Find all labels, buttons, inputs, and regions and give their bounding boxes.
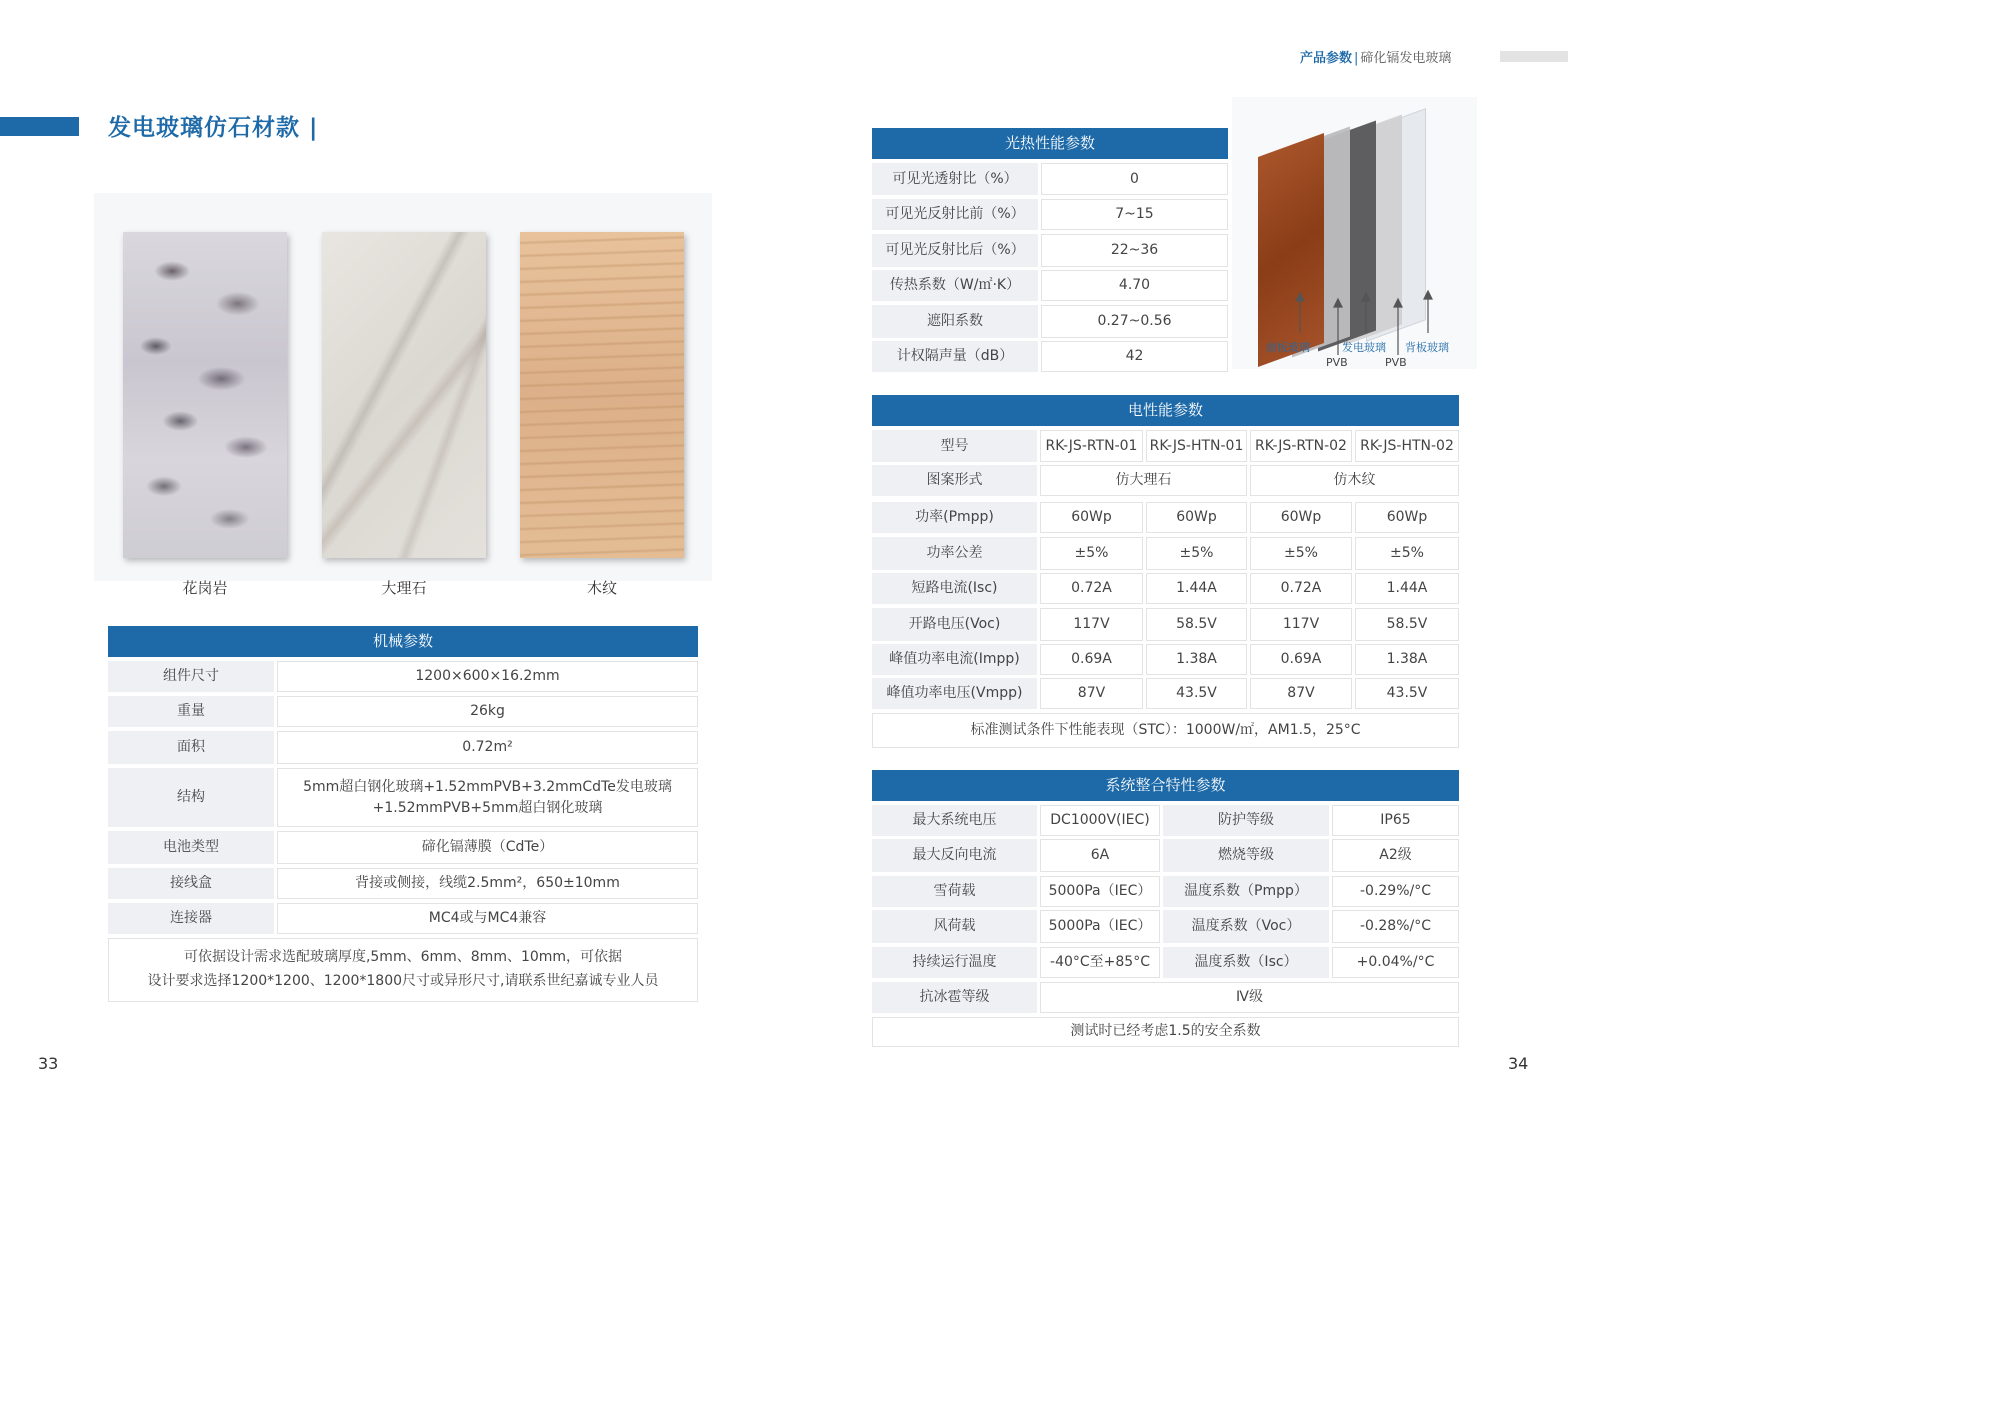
granite-swatch-image — [123, 232, 287, 558]
pattern-label: 图案形式 — [872, 465, 1037, 496]
row-value: 87V — [1040, 678, 1143, 709]
row-label: 面积 — [108, 731, 274, 764]
row-label: 可见光反射比前（%） — [872, 199, 1038, 230]
row-value: 0.72A — [1250, 573, 1352, 604]
layer-diagram — [1232, 97, 1477, 369]
breadcrumb-separator: | — [1354, 51, 1359, 66]
page-number-right: 34 — [1508, 1054, 1529, 1073]
marble-swatch-image — [322, 232, 486, 558]
row-value: 43.5V — [1146, 678, 1247, 709]
hail-value: Ⅳ级 — [1040, 982, 1459, 1013]
mechanical-note: 可依据设计需求选配玻璃厚度,5mm、6mm、8mm、10mm，可依据 设计要求选择1200*1200、1200*1800尺寸或异形尺寸,请联系世纪嘉诚专业人员 — [108, 938, 698, 1002]
row-value: 0.27~0.56 — [1041, 305, 1228, 338]
row-label: 雪荷载 — [872, 876, 1037, 907]
table-row — [872, 163, 1228, 195]
table-row — [108, 661, 698, 692]
row-label: 燃烧等级 — [1163, 839, 1329, 872]
row-label: 峰值功率电压(Vmpp) — [872, 678, 1037, 709]
front-glass-label: 前板玻璃 — [1266, 341, 1310, 354]
table-row — [872, 910, 1459, 943]
safety-note: 测试时已经考虑1.5的安全系数 — [872, 1017, 1459, 1047]
row-label: 结构 — [108, 768, 274, 827]
table-row — [872, 537, 1459, 570]
table-row — [108, 868, 698, 899]
table-row — [108, 731, 698, 764]
table-row — [872, 270, 1228, 301]
row-value: 1.38A — [1355, 644, 1459, 675]
stc-note: 标准测试条件下性能表现（STC）：1000W/㎡，AM1.5，25°C — [872, 713, 1459, 748]
breadcrumb — [1300, 47, 1451, 66]
table-row — [872, 305, 1228, 338]
page-title: 发电玻璃仿石材款 | — [108, 115, 319, 141]
row-label: 短路电流(Isc) — [872, 573, 1037, 604]
electrical-table-header: 电性能参数 — [872, 395, 1459, 426]
hail-label: 抗冰雹等级 — [872, 982, 1037, 1013]
row-label: 连接器 — [108, 903, 274, 934]
table-row — [872, 341, 1228, 372]
model-cell: RK-JS-RTN-01 — [1040, 430, 1143, 462]
row-value: 26kg — [277, 696, 698, 727]
row-label: 开路电压(Voc) — [872, 608, 1037, 641]
pattern-cell: 仿大理石 — [1040, 465, 1247, 496]
row-label: 持续运行温度 — [872, 947, 1037, 978]
row-label: 计权隔声量（dB） — [872, 341, 1038, 372]
row-value: 5000Pa（IEC） — [1040, 910, 1160, 943]
row-label: 电池类型 — [108, 831, 274, 864]
granite-label: 花岗岩 — [182, 579, 228, 597]
row-label: 可见光透射比（%） — [872, 163, 1038, 195]
table-row — [872, 805, 1459, 836]
row-label: 组件尺寸 — [108, 661, 274, 692]
row-label: 接线盒 — [108, 868, 274, 899]
table-row — [872, 947, 1459, 978]
pvb-label-1: PVB — [1326, 356, 1348, 369]
row-value: 1.44A — [1355, 573, 1459, 604]
table-row — [872, 234, 1228, 267]
row-value: 7~15 — [1041, 199, 1228, 230]
row-value: 43.5V — [1355, 678, 1459, 709]
row-value: 碲化镉薄膜（CdTe） — [277, 831, 698, 864]
row-label: 温度系数（Voc） — [1163, 910, 1329, 943]
table-row — [872, 982, 1459, 1013]
table-row — [872, 199, 1228, 230]
table-row — [872, 678, 1459, 709]
row-value: 60Wp — [1146, 502, 1247, 533]
row-value: 0.69A — [1040, 644, 1143, 675]
title-accent-bar — [0, 117, 79, 136]
table-row — [108, 768, 698, 827]
row-value: 60Wp — [1040, 502, 1143, 533]
optical-table-header: 光热性能参数 — [872, 128, 1228, 159]
row-value: 1.38A — [1146, 644, 1247, 675]
table-row — [872, 839, 1459, 872]
table-row — [108, 903, 698, 934]
row-value: A2级 — [1332, 839, 1459, 872]
row-value: 0.69A — [1250, 644, 1352, 675]
model-cell: RK-JS-HTN-01 — [1146, 430, 1247, 462]
row-label: 功率公差 — [872, 537, 1037, 570]
breadcrumb-section: 产品参数 — [1300, 51, 1353, 66]
row-value: 0.72A — [1040, 573, 1143, 604]
back-glass-label: 背板玻璃 — [1405, 341, 1449, 354]
power-glass-label: 发电玻璃 — [1342, 341, 1386, 354]
row-label: 重量 — [108, 696, 274, 727]
row-value: 58.5V — [1355, 608, 1459, 641]
row-value: 背接或侧接，线缆2.5mm²，650±10mm — [277, 868, 698, 899]
model-cell: RK-JS-RTN-02 — [1250, 430, 1352, 462]
row-value: 117V — [1040, 608, 1143, 641]
row-value: 1.44A — [1146, 573, 1247, 604]
table-row — [872, 465, 1459, 496]
layer-pointer-arrows — [1232, 97, 1477, 369]
table-row — [872, 876, 1459, 907]
wood-swatch-image — [520, 232, 684, 558]
row-label: 遮阳系数 — [872, 305, 1038, 338]
system-table-header: 系统整合特性参数 — [872, 770, 1459, 801]
row-value: DC1000V(IEC) — [1040, 805, 1160, 836]
table-row — [872, 430, 1459, 462]
model-cell: RK-JS-HTN-02 — [1355, 430, 1459, 462]
row-label: 防护等级 — [1163, 805, 1329, 836]
row-value: 60Wp — [1355, 502, 1459, 533]
row-value: -0.29%/°C — [1332, 876, 1459, 907]
row-value: 4.70 — [1041, 270, 1228, 301]
marble-label: 大理石 — [381, 579, 427, 597]
pvb-label-2: PVB — [1385, 356, 1407, 369]
table-row — [108, 696, 698, 727]
row-value: -0.28%/°C — [1332, 910, 1459, 943]
row-label: 可见光反射比后（%） — [872, 234, 1038, 267]
row-value: ±5% — [1146, 537, 1247, 570]
row-label: 最大反向电流 — [872, 839, 1037, 872]
header-accent-bar — [1500, 51, 1568, 62]
row-value: ±5% — [1355, 537, 1459, 570]
row-label: 温度系数（Pmpp） — [1163, 876, 1329, 907]
row-value: 6A — [1040, 839, 1160, 872]
table-row — [872, 502, 1459, 533]
model-label: 型号 — [872, 430, 1037, 462]
row-label: 温度系数（Isc） — [1163, 947, 1329, 978]
row-value: 1200×600×16.2mm — [277, 661, 698, 692]
row-value: 60Wp — [1250, 502, 1352, 533]
row-value: MC4或与MC4兼容 — [277, 903, 698, 934]
row-value: 117V — [1250, 608, 1352, 641]
row-value: -40°C至+85°C — [1040, 947, 1160, 978]
row-label: 功率(Pmpp) — [872, 502, 1037, 533]
table-row — [872, 573, 1459, 604]
row-value: 42 — [1041, 341, 1228, 372]
row-value: 5000Pa（IEC） — [1040, 876, 1160, 907]
row-value: 22~36 — [1041, 234, 1228, 267]
table-row — [108, 831, 698, 864]
row-label: 最大系统电压 — [872, 805, 1037, 836]
row-value: 0 — [1041, 163, 1228, 195]
row-label: 峰值功率电流(Impp) — [872, 644, 1037, 675]
mechanical-table-header: 机械参数 — [108, 626, 698, 657]
table-row — [872, 608, 1459, 641]
row-label: 传热系数（W/㎡·K） — [872, 270, 1038, 301]
row-value: 87V — [1250, 678, 1352, 709]
row-value: ±5% — [1040, 537, 1143, 570]
pattern-cell: 仿木纹 — [1250, 465, 1459, 496]
page-number-left: 33 — [38, 1054, 59, 1073]
table-row — [872, 644, 1459, 675]
row-value: 0.72m² — [277, 731, 698, 764]
row-value: 58.5V — [1146, 608, 1247, 641]
breadcrumb-page: 碲化镉发电玻璃 — [1360, 51, 1452, 66]
row-label: 风荷载 — [872, 910, 1037, 943]
row-value: ±5% — [1250, 537, 1352, 570]
row-value: +0.04%/°C — [1332, 947, 1459, 978]
wood-label: 木纹 — [586, 579, 617, 597]
row-value: 5mm超白钢化玻璃+1.52mmPVB+3.2mmCdTe发电玻璃 +1.52mmPVB+5mm超白钢化玻璃 — [277, 768, 698, 827]
row-value: IP65 — [1332, 805, 1459, 836]
